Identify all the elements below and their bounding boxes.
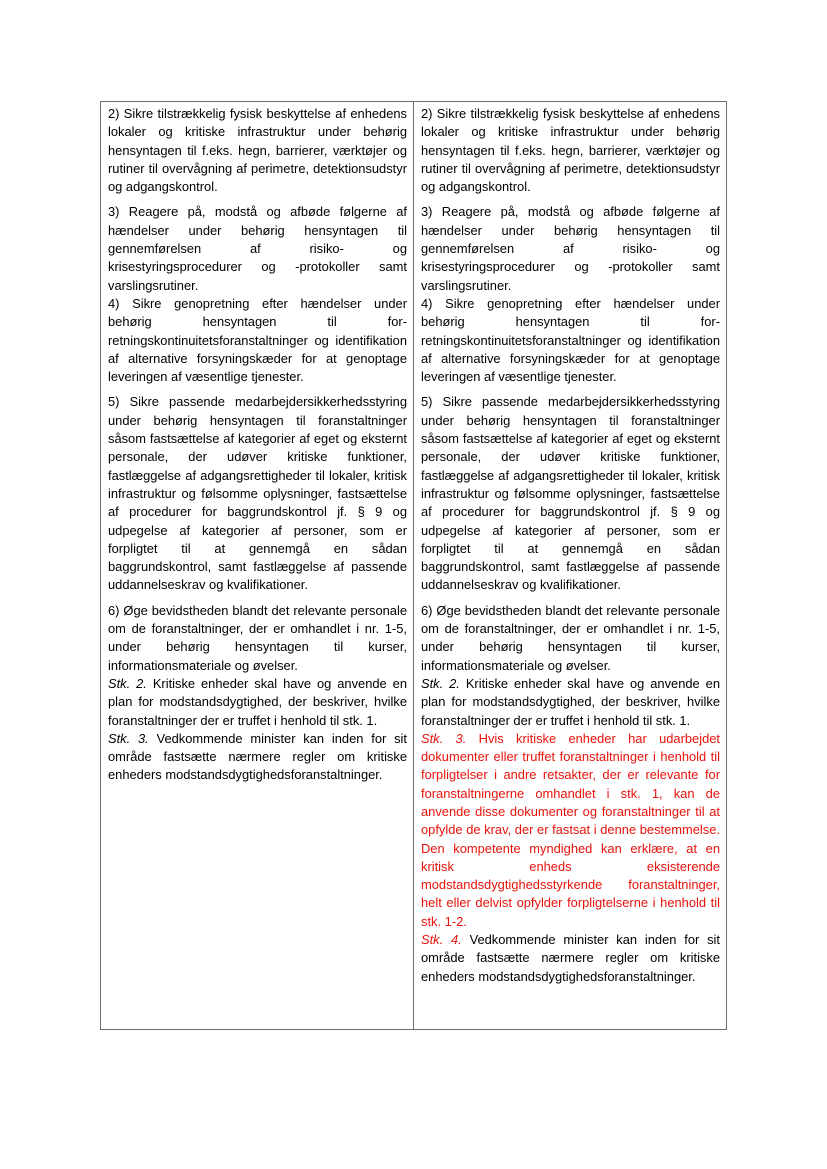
stk-3-label: Stk. 3. [108, 730, 149, 746]
stk-4-text: Vedkommende minister kan inden for sit område fastsætte nærmere regler om kritiske enheders modstandsdygtighedsforanstaltninger. [421, 932, 720, 984]
stk-3-label: Stk. 3. [421, 730, 467, 746]
item-6-paragraph: 6) Øge bevidstheden blandt det relevante personale om de foranstaltninger, der er omhandlet i nr. 1-5, under behørig hensyntagen til kurser, informationsmateriale og øvelser. [421, 602, 720, 673]
stk-3-text: Hvis kritiske enheder har udarbejdet dokumenter eller truffet foranstaltninger i henhold til forpligtelser i andre retsakter, der er relevante for foranstaltningerne omhandlet i stk. 1, kan de anvende disse dokumenter og foranstaltninger til at opfylde de krav, der er fastsat i denne bestemmelse. Den kompetente myndighed kan erklære, at en kritisk enheds eksisterende modstandsdygtighedsstyrkende foranstaltninger, helt eller delvist opfylder forpligtelserne i henhold til stk. 1-2. [421, 730, 720, 929]
current-text-column [101, 102, 414, 1029]
item-4-paragraph: 4) Sikre genopretning efter hændelser under behørig hensyntagen til for-retningskontinuitetsforanstaltninger og identifikation af alternative forsyningskæder for at genoptage leveringen af væsentlige tjenester. [108, 295, 407, 385]
stk-3-amendment-paragraph [421, 730, 720, 931]
item-6-paragraph: 6) Øge bevidstheden blandt det relevante personale om de foranstaltninger, der er omhandlet i nr. 1-5, under behørig hensyntagen til kurser, informationsmateriale og øvelser. [108, 602, 407, 673]
item-3-paragraph: 3) Reagere på, modstå og afbøde følgerne af hændelser under behørig hensyntagen til gennemførelsen af risiko- og krisestyringsprocedurer og -protokoller samt varslingsrutiner. [421, 204, 720, 293]
item-5-paragraph: 5) Sikre passende medarbejdersikkerhedsstyring under behørig hensyntagen til foranstaltninger såsom fastsættelse af kategorier af eget og eksternt personale, der udøver kritiske funktioner, fastlæggelse af adgangsrettigheder til lokaler, kritisk infrastruktur og følsomme oplysninger, fastsættelse af procedurer for baggrundskontrol jf. § 9 og udpegelse af kategorier af personer, som er forpligtet til at gennemgå en sådan baggrundskontrol, samt fastlæggelse af passende uddannelseskrav og kvalifikationer. [108, 394, 407, 593]
proposed-text-column [414, 102, 726, 1029]
stk-2-paragraph [108, 675, 407, 730]
item-4-paragraph: 4) Sikre genopretning efter hændelser under behørig hensyntagen til for-retningskontinuitetsforanstaltninger og identifikation af alternative forsyningskæder for at genoptage leveringen af væsentlige tjenester. [421, 295, 720, 385]
stk-2-label: Stk. 2. [108, 675, 147, 691]
stk-3-paragraph [108, 730, 407, 785]
stk-4-paragraph [421, 931, 720, 986]
stk-2-text: Kritiske enheder skal have og anvende en plan for modstandsdygtighed, der beskriver, hvilke foranstaltninger der er truffet i henhold til stk. 1. [421, 675, 720, 728]
item-3-paragraph: 3) Reagere på, modstå og afbøde følgerne af hændelser under behørig hensyntagen til gennemførelsen af risiko- og krisestyringsprocedurer og -protokoller samt varslingsrutiner. [108, 204, 407, 293]
stk-3-text: Vedkommende minister kan inden for sit område fastsætte nærmere regler om kritiske enheders modstandsdygtighedsforanstaltninger. [108, 730, 407, 783]
comparison-table [100, 101, 727, 1030]
item-5-paragraph: 5) Sikre passende medarbejdersikkerhedsstyring under behørig hensyntagen til foranstaltninger såsom fastsættelse af kategorier af eget og eksternt personale, der udøver kritiske funktioner, fastlæggelse af adgangsrettigheder til lokaler, kritisk infrastruktur og følsomme oplysninger, fastsættelse af procedurer for baggrundskontrol jf. § 9 og udpegelse af kategorier af personer, som er forpligtet til at gennemgå en sådan baggrundskontrol, samt fastlæggelse af passende uddannelseskrav og kvalifikationer. [421, 394, 720, 593]
stk-4-label: Stk. 4. [421, 932, 462, 948]
item-2-paragraph: 2) Sikre tilstrækkelig fysisk beskyttelse af enhedens lokaler og kritiske infrastruktur under behørig hensyntagen til f.eks. hegn, barrierer, værktøjer og rutiner til overvågning af perimetre, detektionsudstyr og adgangskontrol. [108, 106, 407, 195]
stk-2-text: Kritiske enheder skal have og anvende en plan for modstandsdygtighed, der beskriver, hvilke foranstaltninger der er truffet i henhold til stk. 1. [108, 675, 407, 728]
stk-2-paragraph [421, 675, 720, 730]
item-2-paragraph: 2) Sikre tilstrækkelig fysisk beskyttelse af enhedens lokaler og kritiske infrastruktur under behørig hensyntagen til f.eks. hegn, barrierer, værktøjer og rutiner til overvågning af perimetre, detektionsudstyr og adgangskontrol. [421, 106, 720, 195]
stk-2-label: Stk. 2. [421, 675, 460, 691]
